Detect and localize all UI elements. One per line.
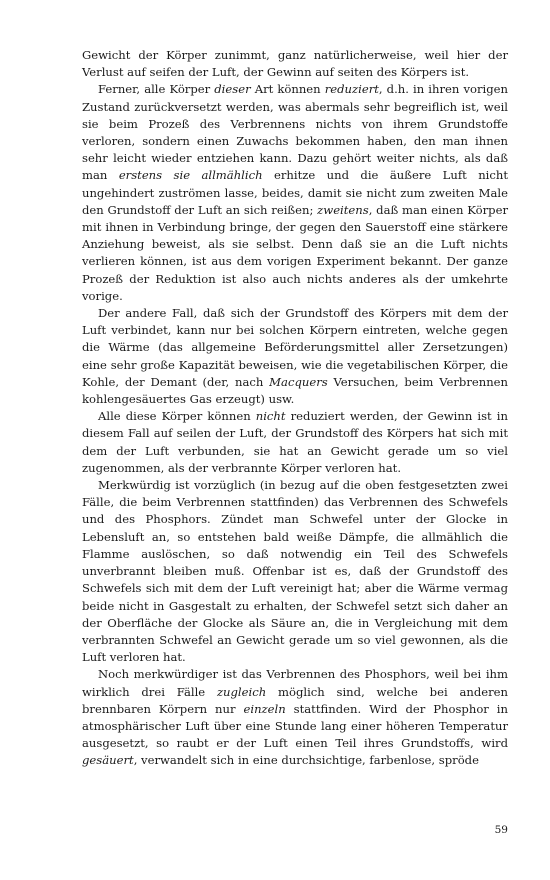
paragraph	[82, 305, 508, 408]
text-segment: stattfinden. Wird der Phosphor in atmosphärischer Luft über eine Stunde lang einer höheren Temperatur ausgesetzt, so raubt er der Luft einen Teil ihres Grundstoffs, wird	[82, 701, 508, 751]
page-number: 59	[494, 824, 508, 836]
text-segment: Alle diese Körper können	[98, 409, 256, 424]
emphasis: Macquers	[269, 374, 328, 389]
paragraph	[82, 47, 508, 81]
text-segment: , verwandelt sich in eine durchsichtige, farbenlose, spröde	[133, 753, 479, 768]
emphasis: dieser	[214, 82, 251, 97]
emphasis: nicht	[255, 409, 286, 424]
text-segment: erhitze und die äußere Luft nicht ungehindert zuströmen lasse, beides, damit sie nicht zum zweiten Male den Grundstoff der Luft an sich reißen;	[82, 168, 508, 217]
emphasis: einzeln	[243, 701, 286, 716]
emphasis: erstens sie allmählich	[118, 168, 263, 183]
text-segment: Versuchen, beim Verbrennen kohlengesäuertes Gas erzeugt) usw.	[82, 374, 508, 407]
text-segment: Art können	[250, 82, 325, 97]
paragraph	[82, 477, 508, 666]
page-body	[82, 47, 508, 770]
text-segment: Ferner, alle Körper	[98, 82, 215, 97]
paragraph	[82, 81, 508, 305]
text-segment: reduziert werden, der Gewinn ist in diesem Fall auf seilen der Luft, der Grundstoff des Körpers hat sich mit dem der Luft verbunden, sie hat an Gewicht gerade um so viel zugenommen, als der verbrannte Körper verloren hat.	[82, 409, 508, 475]
text-segment: Merkwürdig ist vorzüglich (in bezug auf die oben festgesetzten zwei Fälle, die beim Verbrennen stattfinden) das Verbrennen des Schwefels und des Phosphors. Zündet man Schwefel unter der Glocke in Lebensluft an, so entstehen bald weiße Dämpfe, die allmählich die Flamme auslöschen, so daß notwendig ein Teil des Schwefels unverbrannt bleiben muß. Offenbar ist es, daß der Grundstoff des Schwefels sich mit dem der Luft vereinigt hat; aber die Wärme vermag beide nicht in Gasgestalt zu erhalten, der Schwefel setzt sich daher an der Oberfläche der Glocke als Säure an, die in Vergleichung mit dem verbrannten Schwefel an Gewicht gerade um so viel gewonnen, als die Luft verloren hat.	[82, 478, 508, 665]
emphasis: reduziert	[324, 82, 379, 97]
text-segment: Noch merkwürdiger ist das Verbrennen des Phosphors, weil bei ihm wirklich drei Fälle	[82, 667, 508, 699]
paragraph	[82, 666, 508, 769]
text-segment: Gewicht der Körper zunimmt, ganz natürlicherweise, weil hier der Verlust auf seifen der Luft, der Gewinn auf seiten des Körpers ist.	[82, 48, 508, 80]
emphasis: zugleich	[216, 684, 267, 699]
text-segment: Der andere Fall, daß sich der Grundstoff des Körpers mit dem der Luft verbindet, kann nur bei solchen Körpern eintreten, welche gegen die Wärme (das allgemeine Beförderungsmittel aller Zersetzungen) eine sehr große Kapazität beweisen, wie die vegetabilischen Körper, die Kohle, der Demant (der, nach	[82, 306, 508, 389]
text-segment: , d.h. in ihren vorigen Zustand zurückversetzt werden, was abermals sehr begreiflich ist, weil sie beim Prozeß des Verbrennens nichts von ihrem Grundstoffe verloren, sondern einen Zuwachs bekommen haben, den man ihnen sehr leicht wieder entziehen kann. Dazu gehört weiter nichts, als daß man	[82, 82, 508, 183]
text-segment: , daß man einen Körper mit ihnen in Verbindung bringe, der gegen den Sauerstoff eine stärkere Anziehung beweist, als sie selbst. Denn daß sie an die Luft nichts verlieren können, ist aus dem vorigen Experiment bekannt. Der ganze Prozeß der Reduktion ist also auch nichts anderes als der umkehrte vorige.	[82, 202, 508, 303]
text-segment: möglich sind, welche bei anderen brennbaren Körpern nur	[82, 684, 508, 716]
emphasis: zweitens	[317, 202, 369, 217]
paragraph	[82, 408, 508, 477]
emphasis: gesäuert	[82, 753, 134, 768]
